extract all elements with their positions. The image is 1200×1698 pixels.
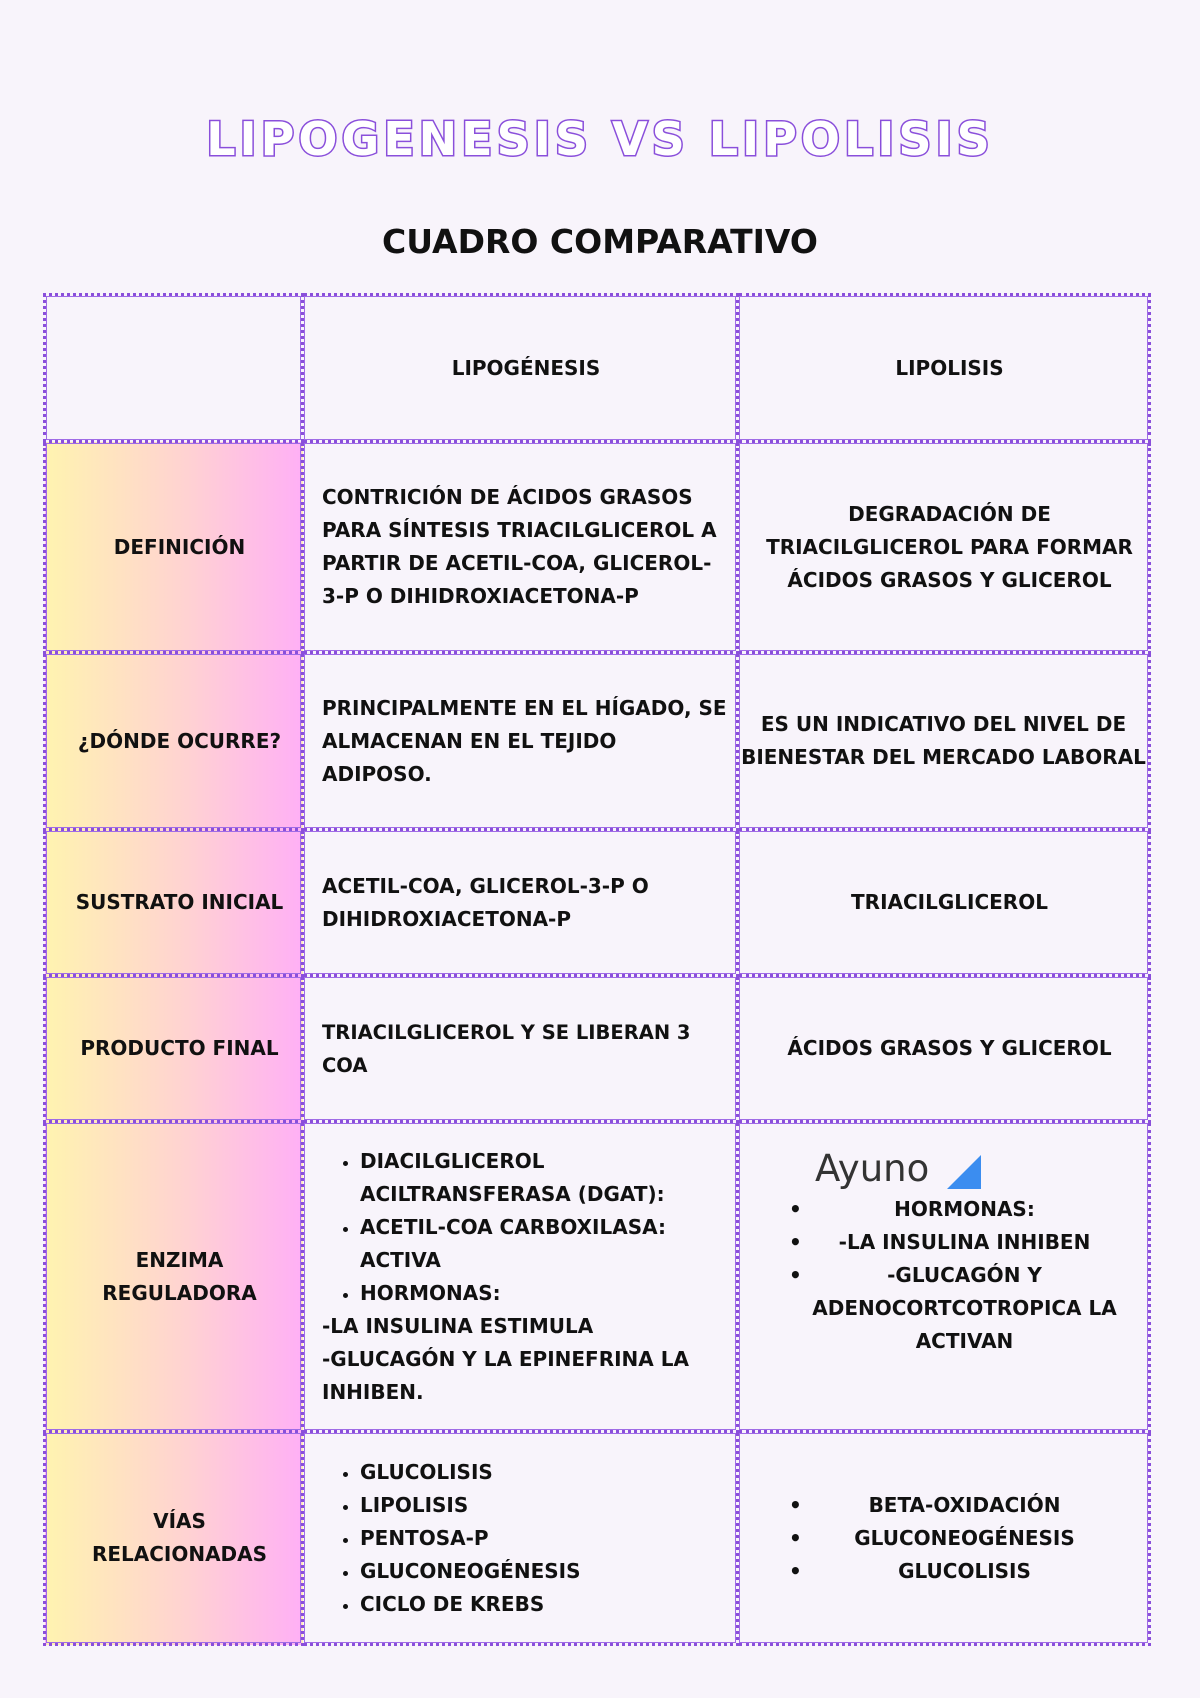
header-lipogenesis: LIPOGÉNESIS [303,295,738,442]
bullet-icon: • [789,1197,802,1221]
list-item: • -GLUCAGÓN Y [757,1259,1142,1292]
page-title: LIPOGENESIS VS LIPOLISIS [206,112,994,166]
enzima-lipogenesis-note: -GLUCAGÓN Y LA EPINEFRINA LA INHIBEN. [322,1346,689,1404]
bullet-icon: • [789,1263,802,1287]
bullet-icon: • [789,1558,802,1583]
row-label-donde-ocurre: ¿DÓNDE OCURRE? [45,653,303,830]
header-empty-cell [45,295,303,442]
row-label-producto: PRODUCTO FINAL [45,976,303,1122]
cell-producto-lipolisis: ÁCIDOS GRASOS Y GLICEROL [738,976,1150,1122]
enzima-lipogenesis-note: -LA INSULINA ESTIMULA [322,1313,594,1338]
list-item: • -LA INSULINA INHIBEN [757,1226,1142,1259]
list-item: • GLUCONEOGÉNESIS [757,1522,1142,1555]
table-row [45,1122,1150,1432]
comparison-table [43,293,1151,1646]
table-row [45,653,1150,830]
list-item: • BETA-OXIDACIÓN [757,1489,1142,1522]
table-row [45,830,1150,976]
bullet-icon: • [789,1230,802,1254]
bullet-icon: • [789,1492,802,1517]
cell-definicion-lipogenesis: CONTRICIÓN DE ÁCIDOS GRASOS PARA SÍNTESIS TRIACILGLICEROL A PARTIR DE ACETIL-COA, GLICEROL-3-P O DIHIDROXIACETONA-P [303,442,738,653]
table-row [45,1432,1150,1645]
table-row [45,976,1150,1122]
cell-enzima-lipogenesis [303,1122,738,1432]
cell-sustrato-lipolisis: TRIACILGLICEROL [738,830,1150,976]
cell-producto-lipogenesis: TRIACILGLICEROL Y SE LIBERAN 3 COA [303,976,738,1122]
enzima-lipogenesis-list [322,1145,736,1310]
cell-vias-lipogenesis [303,1432,738,1645]
note-marker-icon [947,1155,981,1189]
sticky-note [757,1147,1142,1193]
table-header-row [45,295,1150,442]
list-item: • CICLO DE KREBS [360,1588,730,1621]
cell-donde-lipogenesis: PRINCIPALMENTE EN EL HÍGADO, SE ALMACENAN EN EL TEJIDO ADIPOSO. [303,653,738,830]
vias-lipogenesis-list [322,1456,730,1621]
cell-enzima-lipolisis [738,1122,1150,1432]
cell-vias-lipolisis [738,1432,1150,1645]
row-label-enzima: ENZIMA REGULADORA [45,1122,303,1432]
list-item: • GLUCOLISIS [757,1555,1142,1588]
row-label-sustrato: SUSTRATO INICIAL [45,830,303,976]
list-item: • LIPOLISIS [360,1489,730,1522]
bullet-icon: • [789,1525,802,1550]
list-item: • ACETIL-COA CARBOXILASA: ACTIVA [360,1211,736,1277]
list-item: • GLUCOLISIS [360,1456,730,1489]
table-row [45,442,1150,653]
list-item: • DIACILGLICEROL ACILTRANSFERASA (DGAT): [360,1145,736,1211]
cell-donde-lipolisis: ES UN INDICATIVO DEL NIVEL DE BIENESTAR DEL MERCADO LABORAL [738,653,1150,830]
header-lipolisis: LIPOLISIS [738,295,1150,442]
list-item: • HORMONAS: [360,1277,736,1310]
enzima-lipolisis-extra: ADENOCORTCOTROPICA LA ACTIVAN [812,1296,1117,1353]
ayuno-note-text: Ayuno [815,1147,930,1190]
list-item: • PENTOSA-P [360,1522,730,1555]
cell-sustrato-lipogenesis: ACETIL-COA, GLICEROL-3-P O DIHIDROXIACETONA-P [303,830,738,976]
cell-definicion-lipolisis: DEGRADACIÓN DE TRIACILGLICEROL PARA FORMAR ÁCIDOS GRASOS Y GLICEROL [738,442,1150,653]
page-subtitle: CUADRO COMPARATIVO [382,222,818,261]
row-label-definicion: DEFINICIÓN [45,442,303,653]
enzima-lipolisis-list [757,1193,1142,1292]
vias-lipolisis-list [757,1489,1142,1588]
list-item: • GLUCONEOGÉNESIS [360,1555,730,1588]
list-item: • HORMONAS: [757,1193,1142,1226]
row-label-vias: VÍAS RELACIONADAS [45,1432,303,1645]
